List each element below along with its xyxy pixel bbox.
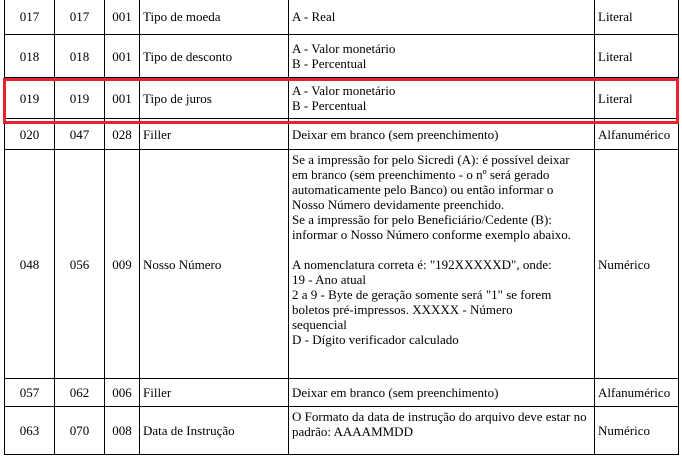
start-position: 048 xyxy=(5,150,55,379)
end-position: 019 xyxy=(55,78,105,119)
content-line: B - Percentual xyxy=(292,56,367,71)
content-line: A - Real xyxy=(292,9,336,24)
field-type: Literal xyxy=(595,0,679,35)
content-line: Deixar em branco (sem preenchimento) xyxy=(292,385,499,400)
field-size: 028 xyxy=(105,119,140,150)
field-size: 009 xyxy=(105,150,140,379)
field-name: Tipo de moeda xyxy=(140,0,289,35)
table-row-highlighted xyxy=(5,78,679,119)
table-row xyxy=(5,0,679,35)
field-content xyxy=(289,0,595,35)
content-line: O Formato da data de instrução do arquivo deve estar no xyxy=(292,409,587,424)
start-position: 020 xyxy=(5,119,55,150)
end-position: 047 xyxy=(55,119,105,150)
field-name: Tipo de juros xyxy=(140,78,289,119)
field-type: Numérico xyxy=(595,150,679,379)
field-size: 001 xyxy=(105,78,140,119)
field-name: Data de Instrução xyxy=(140,407,289,455)
end-position: 056 xyxy=(55,150,105,379)
field-name: Nosso Número xyxy=(140,150,289,379)
field-name: Filler xyxy=(140,119,289,150)
field-name: Filler xyxy=(140,379,289,407)
field-type: Alfanumérico xyxy=(595,379,679,407)
start-position: 017 xyxy=(5,0,55,35)
content-line: Se a impressão for pelo Beneficiário/Cedente (B): xyxy=(292,212,552,227)
field-content xyxy=(289,407,595,455)
field-size: 001 xyxy=(105,35,140,78)
field-type: Numérico xyxy=(595,407,679,455)
start-position: 063 xyxy=(5,407,55,455)
field-type: Alfanumérico xyxy=(595,119,679,150)
end-position: 017 xyxy=(55,0,105,35)
start-position: 057 xyxy=(5,379,55,407)
end-position: 070 xyxy=(55,407,105,455)
field-type: Literal xyxy=(595,78,679,119)
table-row xyxy=(5,379,679,407)
start-position: 018 xyxy=(5,35,55,78)
field-size: 008 xyxy=(105,407,140,455)
content-line: A - Valor monetário xyxy=(292,41,396,56)
content-line: em branco (sem preenchimento - o nº será gerado xyxy=(292,167,550,182)
content-line: A nomenclatura correta é: "192XXXXXD", onde: xyxy=(292,257,552,272)
content-line: Se a impressão for pelo Sicredi (A): é possível deixar xyxy=(292,152,570,167)
content-line xyxy=(292,242,591,257)
field-content xyxy=(289,78,595,119)
layout-table xyxy=(4,0,679,455)
field-content xyxy=(289,379,595,407)
field-content xyxy=(289,35,595,78)
field-name: Tipo de desconto xyxy=(140,35,289,78)
content-line: 2 a 9 - Byte de geração somente será "1" se forem xyxy=(292,287,552,302)
field-content xyxy=(289,150,595,379)
table-row xyxy=(5,150,679,379)
start-position: 019 xyxy=(5,78,55,119)
end-position: 018 xyxy=(55,35,105,78)
content-line: B - Percentual xyxy=(292,98,367,113)
end-position: 062 xyxy=(55,379,105,407)
content-line: padrão: AAAAMMDD xyxy=(292,424,413,439)
table-row xyxy=(5,407,679,455)
content-line: 19 - Ano atual xyxy=(292,272,367,287)
content-line: sequencial xyxy=(292,317,347,332)
content-line: A - Valor monetário xyxy=(292,83,396,98)
content-line: boletos pré-impressos. XXXXX - Número xyxy=(292,302,513,317)
table-row xyxy=(5,119,679,150)
table-row xyxy=(5,35,679,78)
content-line: Nosso Número devidamente preenchido. xyxy=(292,197,505,212)
field-size: 001 xyxy=(105,0,140,35)
content-line: Deixar em branco (sem preenchimento) xyxy=(292,126,499,142)
content-line: automaticamente pelo Banco) ou então informar o xyxy=(292,182,554,197)
content-line: informar o Nosso Número conforme exemplo abaixo. xyxy=(292,227,572,242)
field-content xyxy=(289,119,595,150)
content-line: D - Dígito verificador calculado xyxy=(292,332,459,347)
field-type: Literal xyxy=(595,35,679,78)
field-size: 006 xyxy=(105,379,140,407)
